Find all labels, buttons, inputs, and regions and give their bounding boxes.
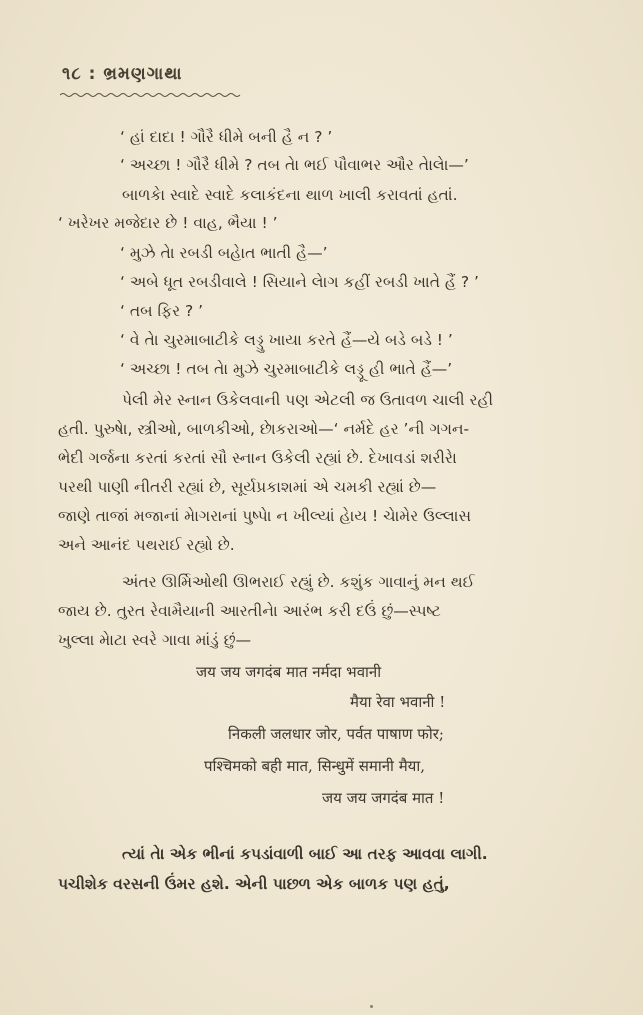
verse-line: मैया रेवा भवानी !: [350, 693, 446, 711]
verse-line: जय जय जगदंब मात नर्मदा भवानी: [196, 663, 382, 681]
verse-line: पश्चिमको बही मात, सिन्धुमें समानी मैया,: [204, 757, 426, 775]
text-line: ‘ મુઝે તેા રબડી બહેાત ભાતી હૈ—’: [120, 244, 328, 262]
text-line: હતી. પુરુષેા, સ્ત્રીઓ, બાળકીઓ, છેાકરાઓ—‘ નર્મદે હર ’ની ગગન-: [58, 420, 470, 438]
text-line: પરથી પાણી નીતરી રહ્યાં છે, સૂર્યપ્રકાશમાં એ ચમકી રહ્યાં છે—: [58, 478, 437, 496]
verse-line: निकली जलधार जोर, पर्वत पाषाण फोर;: [228, 725, 444, 743]
text-line: ‘ હાં દાદા ! ગૌરૈ ધીમે બની હૈ ન ? ’: [120, 128, 333, 146]
text-line: ‘ અચ્છા ! ગૌરૈ ધીમે ? તબ તેા ભઈ પૌવાભર ઔર તેાલેા—’: [120, 156, 469, 174]
text-line: પચીશેક વરસની ઉંમર હશે. એની પાછળ એક બાળક પણ હતું,: [58, 875, 450, 893]
text-line: ‘ અબે ધૂત રબડીવાલે ! સિયાને લેાગ કહીં રબડી ખાતે હૈં ? ’: [120, 273, 479, 291]
text-line: જાય છે. તુરત રેવામૈયાની આરતીનેા આરંભ કરી દઉં છું—સ્પષ્ટ: [58, 602, 441, 620]
text-line: ‘ ખરેખર મજેદાર છે ! વાહ, ભૈયા ! ’: [58, 214, 278, 232]
text-line: ત્યાં તેા એક ભીનાં કપડાંવાળી બાઈ આ તરફ આવવા લાગી.: [122, 845, 488, 863]
header-wavy-rule: [60, 92, 242, 98]
text-line: જાણે તાજાં મજાનાં મેાગરાનાં પુષ્પેા ન ખીલ્યાં હેાય ! ચેામેર ઉલ્લાસ: [58, 507, 472, 525]
text-line: પેલી મેર સ્નાન ઉકેલવાની પણ એટલી જ ઉતાવળ ચાલી રહી: [122, 391, 494, 409]
text-line: ભેદી ગર્જના કરતાં કરતાં સૌ સ્નાન ઉકેલી રહ્યાં છે. દેખાવડાં શરીરેા: [58, 449, 457, 467]
text-line: ખુલ્લા મેાટા સ્વરે ગાવા માંડું છું—: [58, 631, 252, 649]
text-line: અને આનંદ પથરાઈ રહ્યો છે.: [58, 536, 235, 554]
text-line: ‘ તબ ફિર ? ’: [120, 302, 204, 320]
text-line: ‘ અચ્છા ! તબ તેા મુઝે ચુરમાબાટીકે લડ્ડૂ હી ભાતે હૈં—’: [120, 360, 453, 378]
verse-line: जय जय जगदंब मात !: [322, 789, 445, 807]
text-line: બાળકેા સ્વાદે સ્વાદે કલાકંદના થાળ ખાલી કરાવતાં હતાં.: [122, 186, 458, 204]
page-header: ૧૮ : ભ્રમણગાથા: [62, 64, 183, 84]
print-speck: [370, 1005, 373, 1008]
text-line: અંતર ઊર્મિઓથી ઊભરાઈ રહ્યું છે. કશુંક ગાવાનું મન થઈ: [122, 573, 475, 591]
text-line: ‘ વે તેા ચુરમાબાટીકે લડ્ડુ ખાયા કરતે હૈં—યે બડે બડે ! ’: [120, 331, 453, 349]
